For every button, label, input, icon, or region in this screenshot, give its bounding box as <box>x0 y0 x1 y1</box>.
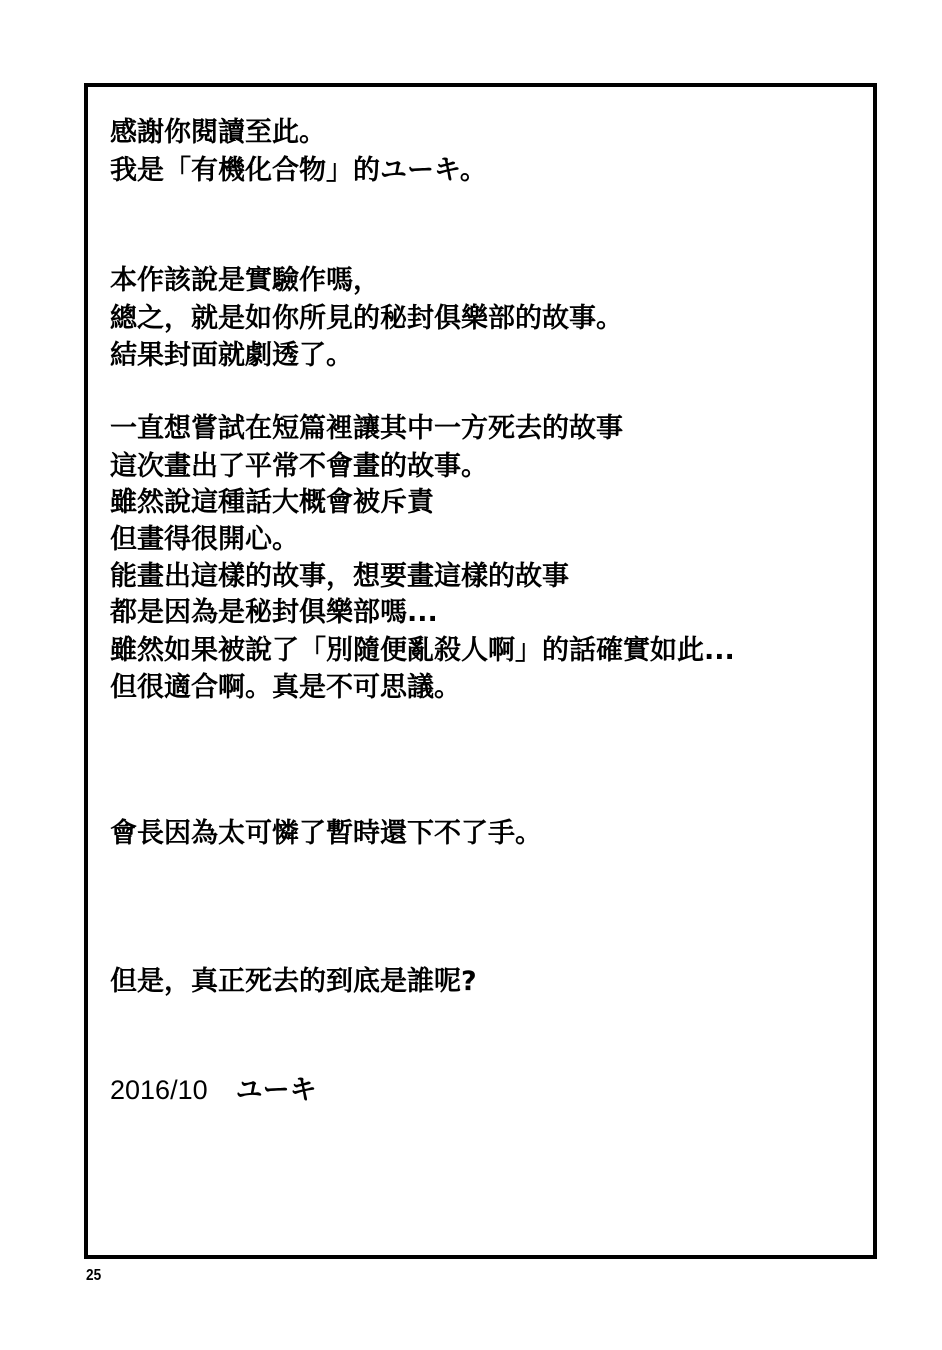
afterword-line: 我是「有機化合物」的ユーキ。 <box>110 155 487 186</box>
afterword-line: 雖然說這種話大概會被斥責 <box>110 487 434 518</box>
afterword-line: 能畫出這樣的故事，想要畫這樣的故事 <box>110 561 569 592</box>
signature-date: 2016/10 <box>110 1075 208 1105</box>
afterword-line: 但是，真正死去的到底是誰呢? <box>110 966 477 997</box>
afterword-line: 本作該說是實驗作嗎， <box>110 265 380 296</box>
afterword-line: 但很適合啊。真是不可思議。 <box>110 672 461 703</box>
afterword-line: 總之，就是如你所見的秘封俱樂部的故事。 <box>110 303 623 334</box>
afterword-line: 一直想嘗試在短篇裡讓其中一方死去的故事 <box>110 413 623 444</box>
afterword-line: 但畫得很開心。 <box>110 524 299 555</box>
signature <box>110 1074 317 1107</box>
afterword-line: 感謝你閱讀至此。 <box>110 117 326 148</box>
page-number: 25 <box>86 1267 102 1284</box>
afterword-line: 這次畫出了平常不會畫的故事。 <box>110 451 488 482</box>
afterword-line: 會長因為太可憐了暫時還下不了手。 <box>110 818 542 849</box>
signature-author: ユーキ <box>235 1075 317 1106</box>
afterword-line: 雖然如果被說了「別隨便亂殺人啊」的話確實如此... <box>110 635 735 666</box>
afterword-line: 都是因為是秘封俱樂部嗎... <box>110 597 438 628</box>
afterword-line: 結果封面就劇透了。 <box>110 340 353 371</box>
